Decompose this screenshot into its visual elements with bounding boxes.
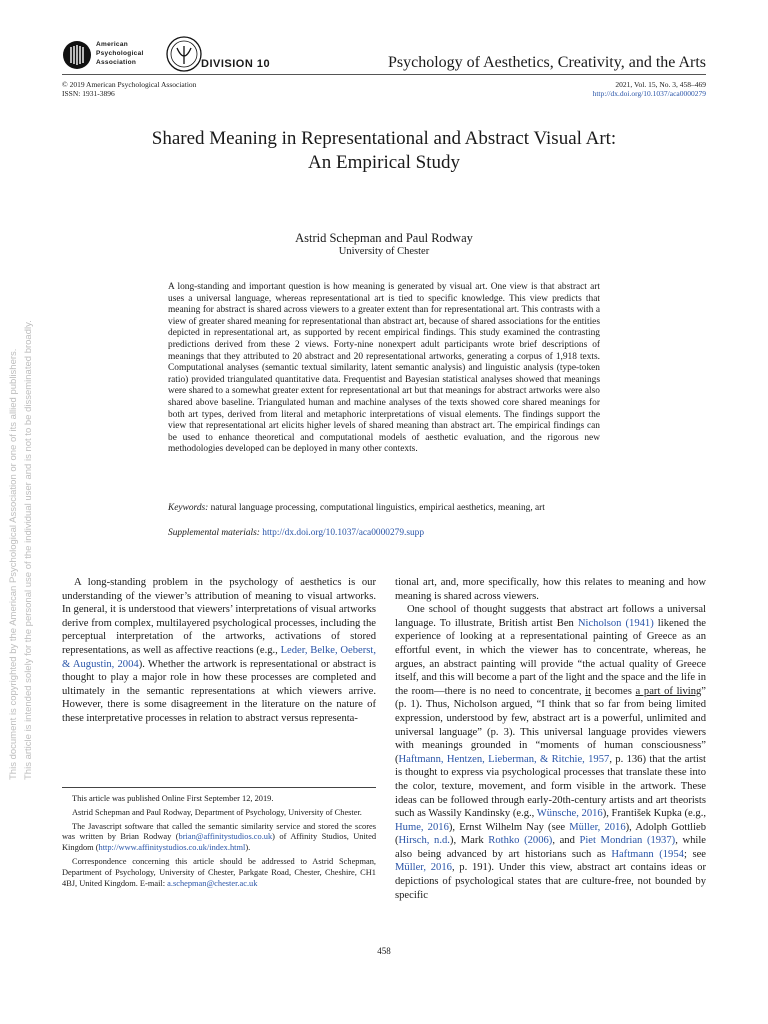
- watermark-line: This article is intended solely for the personal use of the individual user and is not to be disseminated broadly.: [23, 320, 34, 780]
- citation-link[interactable]: Nicholson (1941): [577, 617, 654, 629]
- supp-link[interactable]: http://dx.doi.org/10.1037/aca0000279.supp: [262, 528, 425, 538]
- email-link[interactable]: brian@affinitystudios.co.uk: [178, 832, 273, 842]
- url-link[interactable]: http://www.affinitystudios.co.uk/index.html: [98, 843, 246, 853]
- article-title: [62, 127, 706, 175]
- body-text: One school of thought suggests that abstract art follows a universal language. To illustrate, British artist Ben: [395, 604, 706, 629]
- abstract: [168, 282, 600, 456]
- body-paragraph: tional art, and, more specifically, how this relates to meaning and how meaning is shared across viewers.: [395, 577, 706, 602]
- keywords: [168, 502, 608, 514]
- citation-line: 2021, Vol. 15, No. 3, 458–469: [615, 80, 706, 89]
- article-title-line: An Empirical Study: [308, 152, 460, 173]
- footnote-text: ) of Affinity Studios, United Kingdom (: [62, 832, 377, 853]
- affiliation: University of Chester: [338, 246, 430, 257]
- journal-title: Psychology of Aesthetics, Creativity, and the Arts: [388, 54, 707, 71]
- citation-link[interactable]: Wünsche, 2016: [536, 808, 603, 820]
- page-number: 458: [377, 946, 391, 956]
- copyright-watermark: [6, 290, 36, 780]
- body-paragraph: [395, 603, 706, 902]
- abstract-text: A long-standing and important question is how meaning is generated by visual art. One view is that abstract art uses a universal language, whereas representational art is tied to specific knowledge. This view predicts that meaning for abstract is shared across viewers to a greater extent than for representational art. This contrasts with a view of greater shared meaning for representational than abstract art, because of shared associations for the entities depicted in representational art, as supported by recent empirical findings. This study examined the contrasting predictions derived from these 2 views. Forty-nine nonexpert adult participants wrote brief descriptions of meanings that they attributed to 20 abstract and 20 representational artworks, generating a corpus of 1,918 texts. Computational analyses (semantic textual similarity, latent semantic analysis) and linguistic analysis (type-token ratio) provided triangulated quantitative data. Frequentist and Bayesian statistical analyses showed that meanings were shared to a somewhat greater extent for representational art but that meanings for abstract artworks were also shared above baseline. Triangulated human and machine analyses of the texts showed core shared meanings for both art types, derived from literal and metaphoric interpretations of visual elements. The findings support the view that representational art elicits higher levels of shared meaning than abstract art. The empirical findings can be used to enhance theoretical and computational models of aesthetic evaluation, and the rigorous new methodologies developed can be deployed in many other contexts.: [168, 282, 600, 455]
- body-text: ; see: [683, 848, 706, 860]
- watermark-line: This document is copyrighted by the American Psychological Association or one of its allied publishers.: [8, 348, 19, 780]
- underlined-text: a part of living: [635, 685, 702, 697]
- division-label: DIVISION 10: [201, 58, 271, 70]
- authors: Astrid Schepman and Paul Rodway: [295, 231, 473, 245]
- footnote-text: The Javascript software that called the semantic similarity service and stored the scores was written by Brian Rodway (: [62, 821, 376, 842]
- keywords-text: natural language processing, computational linguistics, empirical aesthetics, meaning, art: [210, 503, 545, 513]
- body-text: ), František Kupka (e.g.,: [602, 808, 707, 820]
- article-title-line: Shared Meaning in Representational and Abstract Visual Art:: [151, 128, 617, 149]
- doi-link[interactable]: http://dx.doi.org/10.1037/aca0000279: [592, 89, 706, 98]
- footnote-text: ).: [245, 843, 251, 853]
- body-text: ” (p. 1). Thus, Nicholson argued, “I think that so far from being limited expression, understood by few, abstract art is a powerful, unlimited and universal language” (p. 3). This universal language provides viewers with meanings grounded in “moments of human consciousness” (: [395, 685, 706, 765]
- body-text: ), Mark: [449, 835, 489, 847]
- footnote-software: [62, 822, 376, 854]
- body-text: ), Adolph Gottlieb (: [395, 821, 707, 847]
- header-divider: [62, 74, 706, 75]
- body-text: , and: [552, 835, 580, 847]
- citation-link[interactable]: Rothko (2006): [488, 835, 553, 847]
- underlined-text: it: [585, 685, 592, 697]
- email-link[interactable]: a.schepman@chester.ac.uk: [167, 878, 258, 888]
- body-text: , p. 191). Under this view, abstract art contains ideas or depictions of psychological states that are culture-free, not bounded by specific: [395, 862, 706, 901]
- footnote-affiliation: Astrid Schepman and Paul Rodway, Department of Psychology, University of Chester.: [72, 807, 362, 817]
- body-text: becomes: [591, 685, 636, 697]
- copyright-info: [62, 80, 196, 98]
- body-paragraph: [62, 576, 376, 726]
- body-text: ), Ernst Wilhelm Nay (see: [448, 821, 570, 833]
- body-text: , p. 136) that the artist is thought to express via psychological processes that translate these into the color, texture, movement, and form visible in the artwork. These ideas can be followed through early-20th-century artists and art theorists such as Wassily Kandinsky (e.g.,: [395, 753, 706, 820]
- citation-link[interactable]: Piet Mondrian (1937): [579, 835, 676, 847]
- footnotes: [62, 794, 376, 892]
- body-text: A long-standing problem in the psychology of aesthetics is our understanding of the viewer’s attribution of meaning to visual artworks. In general, it is understood that viewers’ interpretations of visual artworks derive from complex, multilayered psychological processes, including the perceptual interpretation of the artworks, activations of stored representations, as well as affective reactions (e.g.,: [62, 577, 376, 656]
- footnote-text: Correspondence concerning this article should be addressed to Astrid Schepman, Department of Psychology, University of Chester, Parkgate Road, Chester, Cheshire, CH1 4BJ, United Kingdom. E-mail:: [62, 856, 376, 888]
- division-logo-icon: [164, 34, 204, 74]
- citation-link[interactable]: Hume, 2016: [395, 821, 449, 833]
- citation-link[interactable]: Leder, Belke, Oeberst, & Augustin, 2004: [62, 644, 376, 670]
- citation-link[interactable]: Haftmann, Hentzen, Lieberman, & Ritchie, 1957: [398, 753, 610, 765]
- body-text: , while also being advanced by art historians such as: [395, 835, 706, 860]
- body-text: ). Whether the artwork is representational or abstract is thought to play a major role in how these processes are completed and ultimately in the semantic representations at which viewers arrive. However, there is some disagreement in the literature on the nature of these interpretative processes in relation to abstract versus representa-: [62, 658, 377, 724]
- supplemental-materials: [168, 527, 608, 539]
- body-left-column: [62, 576, 376, 726]
- citation-link[interactable]: Haftmann (1954: [611, 848, 684, 860]
- apa-logo-icon: [62, 40, 92, 70]
- apa-wordmark-line: Psychological: [96, 50, 144, 57]
- footnote-divider: [62, 787, 376, 788]
- footnote-correspondence: [62, 857, 376, 889]
- apa-wordmark: [96, 40, 144, 67]
- citation-info: [593, 80, 706, 98]
- body-right-column: [395, 576, 706, 902]
- supp-label: Supplemental materials:: [168, 528, 260, 538]
- citation-link[interactable]: Müller, 2016: [569, 821, 626, 833]
- footnote-online-first: This article was published Online First September 12, 2019.: [72, 794, 274, 803]
- citation-link[interactable]: Müller, 2016: [395, 862, 452, 874]
- issn-line: ISSN: 1931-3896: [62, 89, 115, 98]
- body-text: likened the experience of looking at a representational painting of Greece as an effortful event, in which the viewer has to concentrate, whereas, he argues, an abstract painting will provide “the actual quality of Greece itself, and this will become a part of the light and the space and the life in the room—there is no need to concentrate,: [395, 617, 706, 697]
- apa-wordmark-line: American: [96, 41, 129, 48]
- apa-wordmark-line: Association: [96, 59, 137, 66]
- copyright-line: © 2019 American Psychological Association: [62, 80, 197, 89]
- keywords-label: Keywords:: [168, 503, 209, 513]
- citation-link[interactable]: Hirsch, n.d.: [398, 835, 450, 847]
